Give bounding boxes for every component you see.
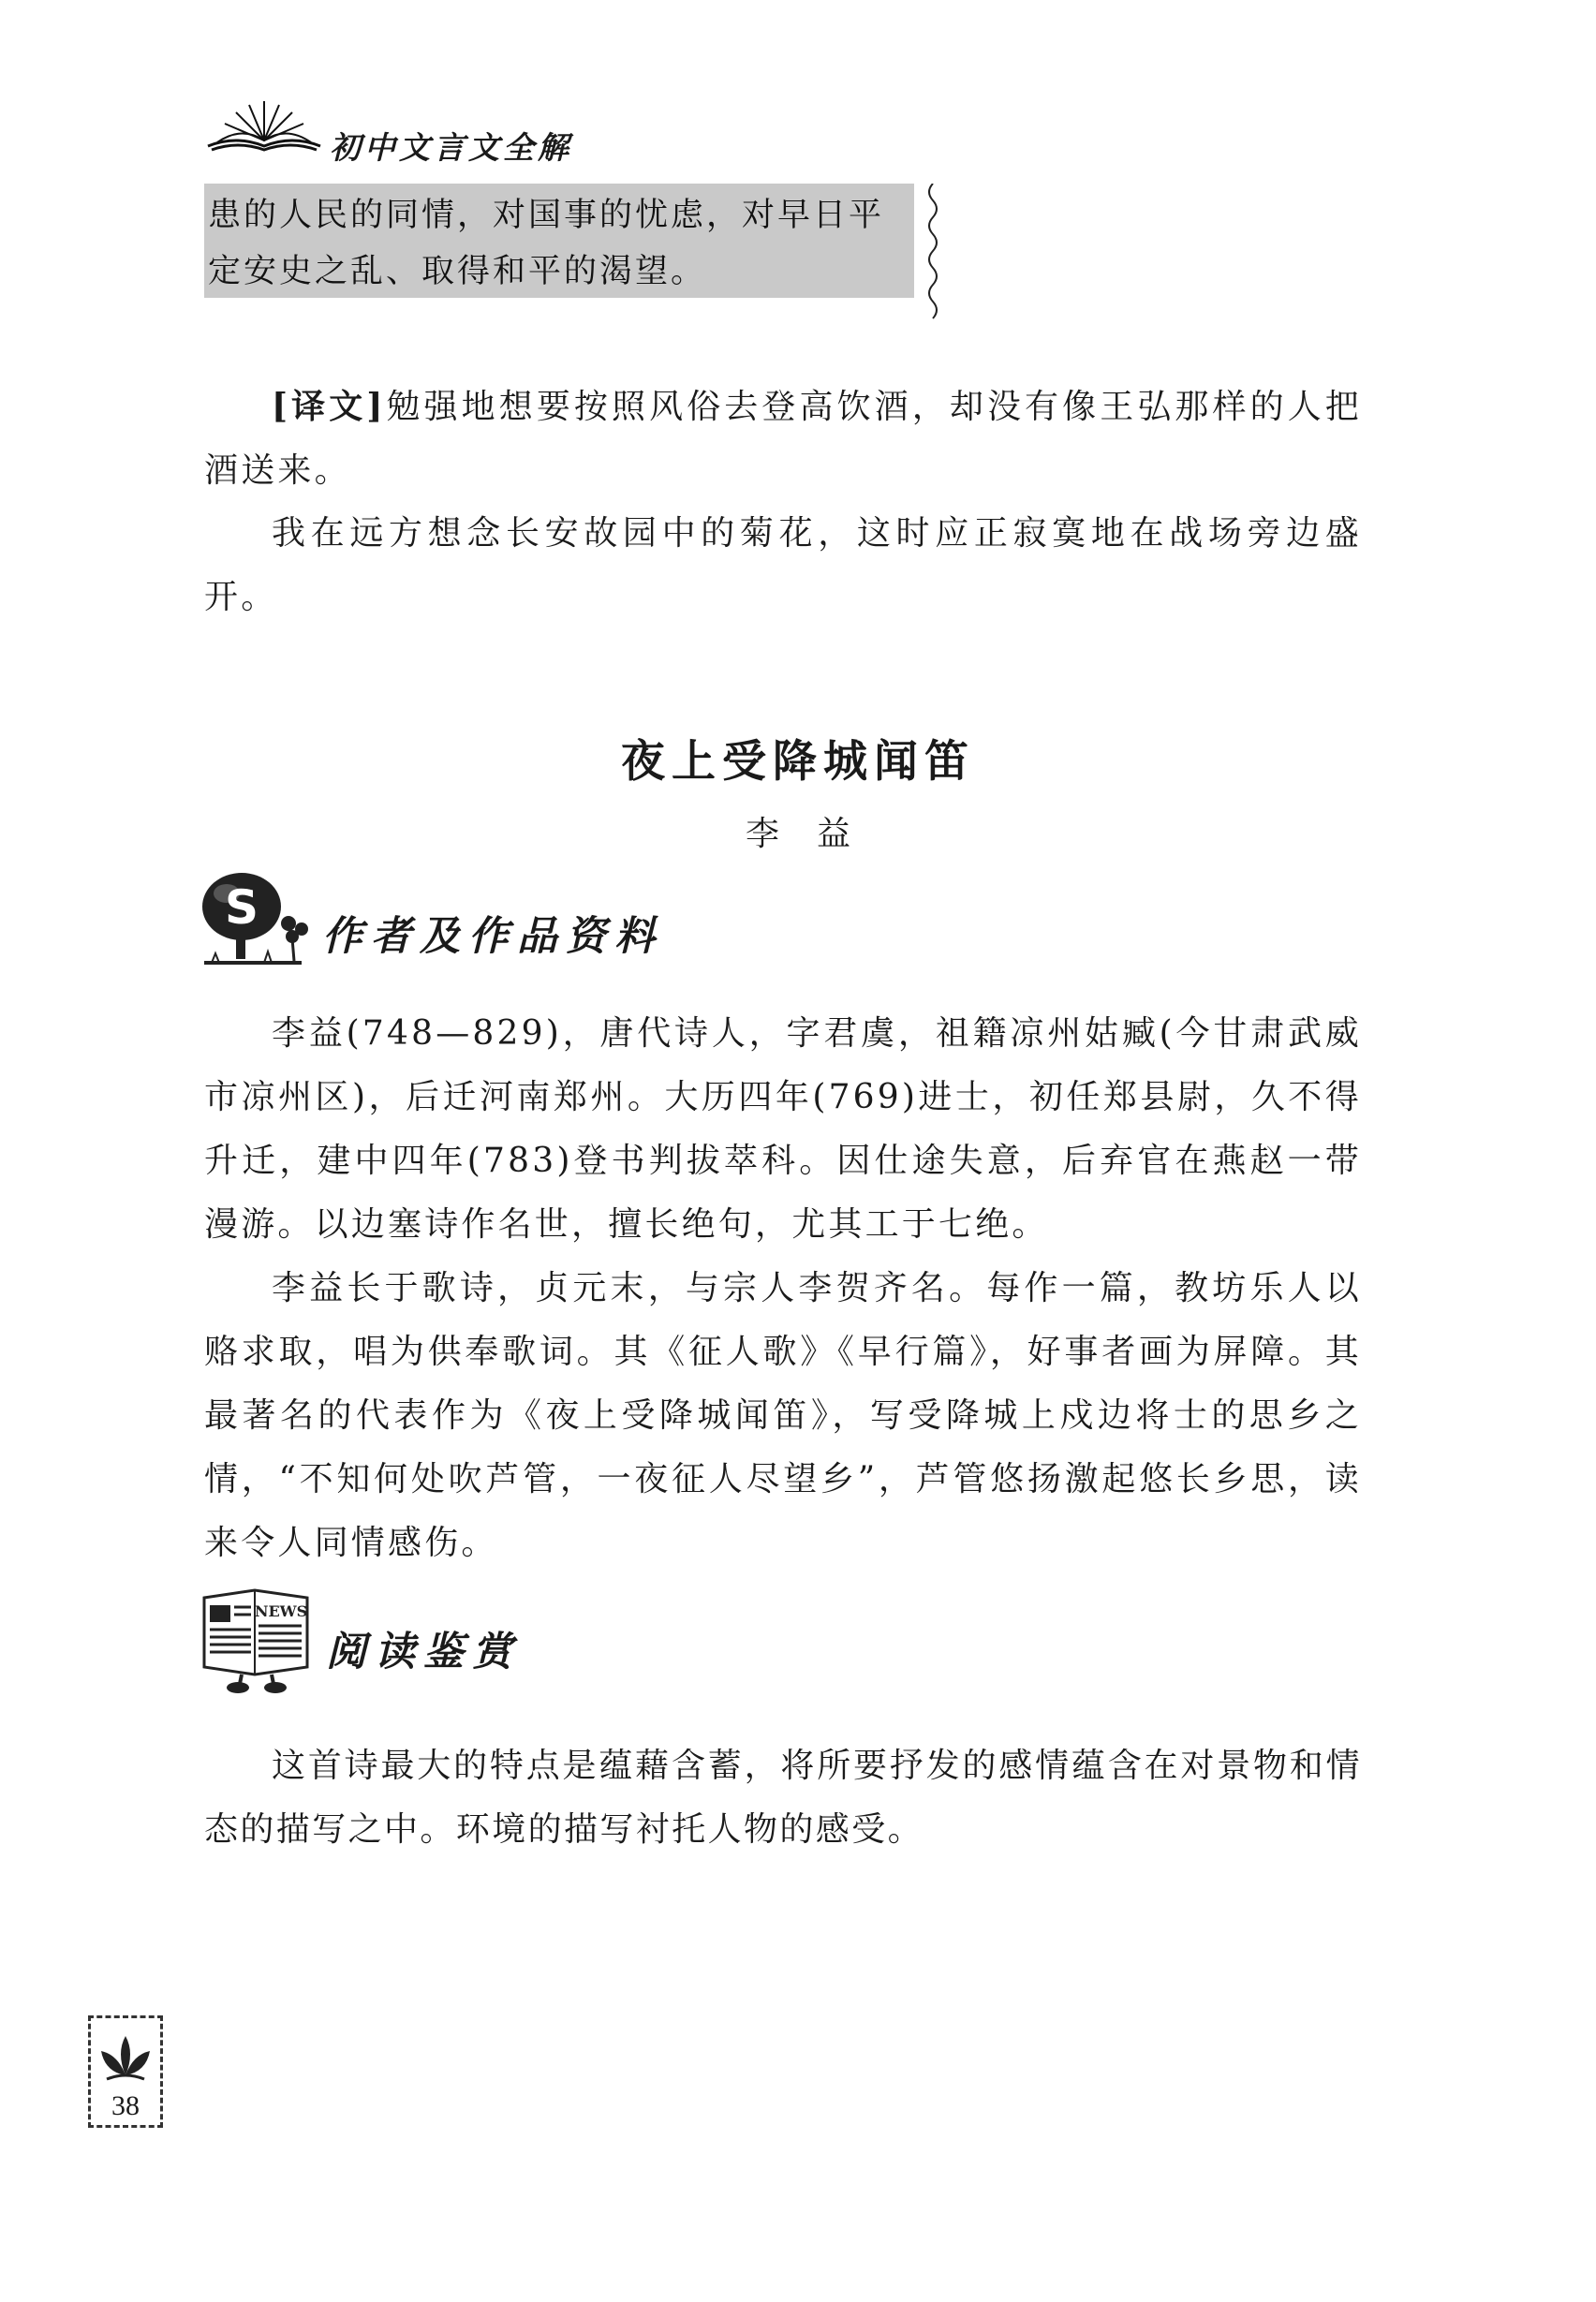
author-paragraph-2: 李益长于歌诗，贞元末，与宗人李贺齐名。每作一篇，教坊乐人以赂求取，唱为供奉歌词。其《征人歌》《早行篇》，好事者画为屏障。其最著名的代表作为《夜上受降城闻笛》，写受降城上戍边将士的思乡之情，“不知何处吹芦管，一夜征人尽望乡”，芦管悠扬激起悠长乡思，读来令人同情感伤。	[204, 1269, 1362, 1562]
poem-title: 夜上受降城闻笛	[621, 736, 975, 788]
book-title: 初中文言文全解	[330, 129, 572, 166]
wavy-border-line	[922, 184, 944, 320]
section-title-author-info: 作者及作品资料	[322, 913, 663, 960]
continuation-line-2: 定安史之乱、取得和平的渴望。	[208, 253, 707, 290]
translation-paragraph-2: 我在远方想念长安故园中的菊花，这时应正寂寞地在战场旁边盛开。	[204, 514, 1362, 616]
newspaper-icon	[197, 1585, 315, 1697]
reading-paragraph-1: 这首诗最大的特点是蕴藉含蓄，将所要抒发的感情蕴含在对景物和情态的描写之中。环境的描写衬托人物的感受。	[204, 1747, 1362, 1849]
page-number: 38	[111, 2090, 140, 2121]
commentary-continuation-box	[204, 184, 914, 298]
open-book-icon	[204, 97, 324, 155]
section-title-reading-appreciation: 阅读鉴赏	[326, 1629, 521, 1675]
poem-author: 李益	[745, 815, 888, 853]
newspaper-icon-label: NEWS	[254, 1602, 308, 1620]
tree-s-badge-icon	[199, 869, 318, 970]
author-paragraph-1: 李益(748—829)，唐代诗人，字君虞，祖籍凉州姑臧(今甘肃武威市凉州区)，后迁河南郑州。大历四年(769)进士，初任郑县尉，久不得升迁，建中四年(783)登书判拔萃科。因仕途失意，后弃官在燕赵一带漫游。以边塞诗作名世，擅长绝句，尤其工于七绝。	[204, 1014, 1362, 1244]
svg-text:S: S	[224, 880, 259, 935]
continuation-line-1: 患的人民的同情，对国事的忧虑，对早日平	[208, 197, 885, 234]
translation-paragraph-1: [译文]勉强地想要按照风俗去登高饮酒，却没有像王弘那样的人把酒送来。	[204, 387, 1363, 490]
translation-label: [译文]	[272, 387, 386, 426]
lotus-icon	[97, 2032, 154, 2083]
